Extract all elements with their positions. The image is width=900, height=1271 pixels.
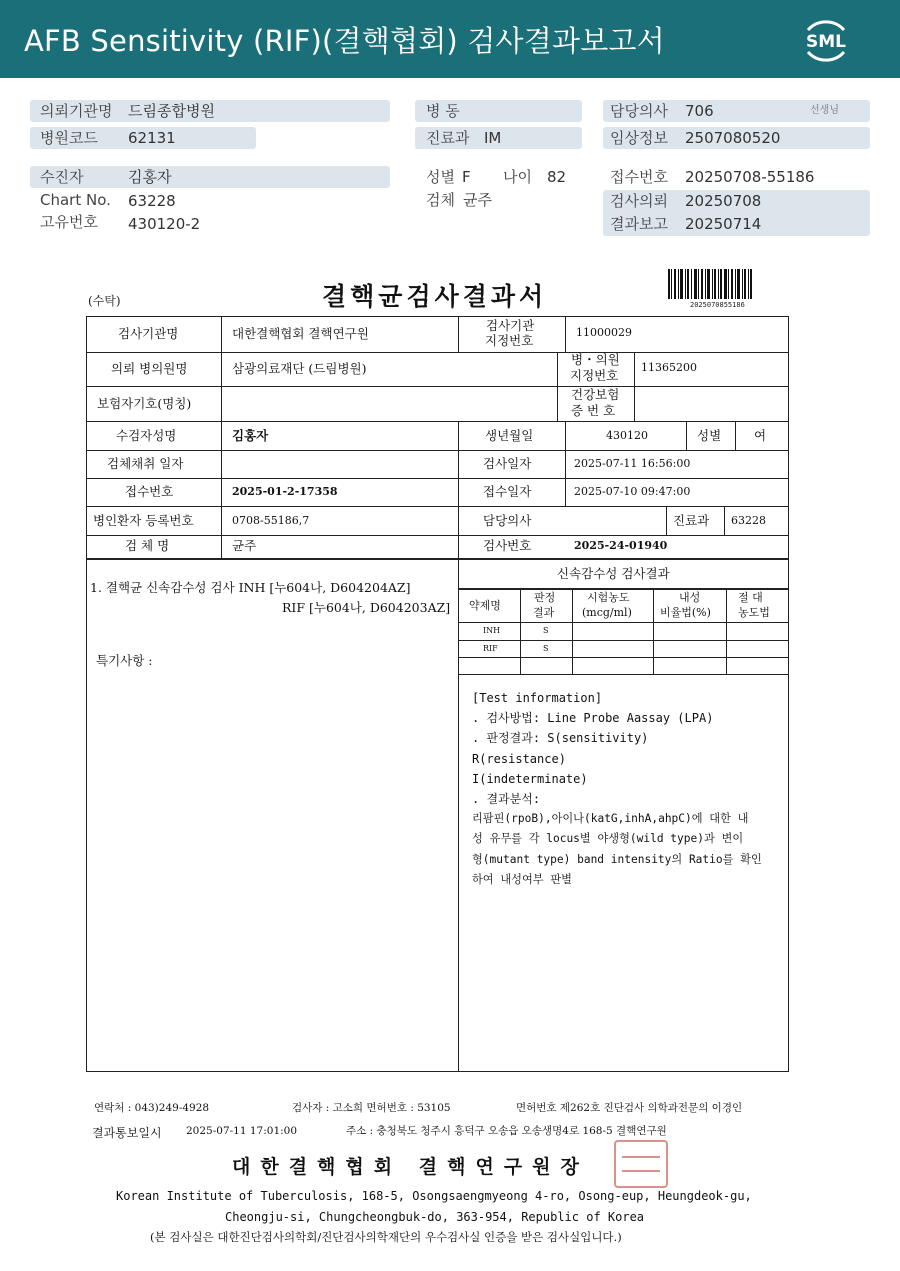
- table-rule: [666, 506, 667, 535]
- col-abs-2: 농도법: [738, 606, 770, 619]
- sex-label: 성별: [426, 168, 455, 186]
- receipt-no-label: 접수번호: [125, 484, 174, 499]
- report-dept-label: 진료과: [673, 513, 710, 528]
- hosp-code-label: 병・의원: [571, 352, 620, 367]
- table-rule: [86, 421, 789, 422]
- table-rule: [572, 589, 573, 675]
- insurance-label: 건강보험: [571, 387, 620, 402]
- report-sex-label: 성별: [697, 428, 722, 443]
- hospital-code-value: 62131: [128, 129, 176, 147]
- table-rule: [86, 450, 789, 451]
- table-rule: [565, 316, 566, 352]
- table-rule: [686, 421, 687, 450]
- test-info-line: 리팜핀(rpoB),아이나(katG,inhA,ahpC)에 대한 내: [472, 812, 749, 826]
- table-rule: [557, 352, 558, 421]
- clinical-value: 2507080520: [685, 129, 781, 147]
- req-hospital-value: 삼광의료재단 (드림병원): [232, 361, 367, 376]
- age-value: 82: [547, 168, 567, 186]
- col-drug: 약제명: [469, 599, 501, 612]
- dept-label: 진료과: [426, 129, 470, 147]
- registration-label: 병인환자 등록번호: [93, 513, 194, 528]
- col-judge: 판정: [534, 591, 556, 604]
- notice-label: 결과통보일시: [92, 1126, 162, 1140]
- notice-date: 2025-07-11 17:01:00: [186, 1125, 298, 1137]
- receipt-label: 접수번호: [610, 168, 668, 186]
- barcode-number: 2025070855186: [690, 301, 745, 309]
- drug-row-rif: RIF: [483, 644, 498, 653]
- req-hospital-label: 의뢰 병의원명: [111, 361, 188, 376]
- report-dept-value: 63228: [731, 514, 766, 527]
- unique-label: 고유번호: [40, 213, 98, 231]
- table-rule: [86, 352, 789, 353]
- specimen-value: 균주: [463, 191, 492, 209]
- certification-note: (본 검사실은 대한진단검사의학회/진단검사의학재단의 우수검사실 인증을 받은 검사실입니다.): [150, 1230, 622, 1244]
- doctor-label: 담당의사: [610, 102, 668, 120]
- consign-note: (수탁): [88, 294, 121, 308]
- col-judge-2: 결과: [533, 606, 555, 619]
- report-date-value: 20250714: [685, 215, 762, 233]
- test-info-line: [Test information]: [472, 691, 603, 705]
- col-conc-2: (mcg/ml): [582, 606, 632, 619]
- table-rule: [735, 421, 736, 450]
- table-rule: [86, 535, 789, 536]
- table-rule: [458, 657, 789, 658]
- collect-label: 검체채취 일자: [107, 456, 184, 471]
- test-info-line: R(resistance): [472, 751, 566, 766]
- remarks-label: 특기사항 :: [96, 653, 153, 668]
- insurer-label: 보험자기호(명칭): [97, 396, 192, 411]
- table-rule: [726, 589, 727, 675]
- table-rule: [221, 316, 222, 559]
- test-information: [472, 688, 782, 890]
- registration-value: 0708-55186,7: [232, 514, 310, 527]
- hospital-value: 드림종합병원: [128, 102, 215, 120]
- address-english-2: Cheongju-si, Chungcheongbuk-do, 363-954, Republic of Korea: [225, 1210, 645, 1224]
- request-value: 20250708: [685, 192, 762, 210]
- test-item-1: 1. 결핵균 신속감수성 검사 INH [누604나, D604204AZ]: [90, 580, 411, 595]
- patient-value: 김홍자: [128, 168, 172, 186]
- chart-value: 63228: [128, 192, 176, 210]
- lab-code-label: 검사기관: [486, 318, 535, 333]
- institute-address: 주소 : 충청북도 청주시 흥덕구 오송읍 오송생명4로 168-5 결핵연구원: [346, 1125, 667, 1137]
- barcode-icon: [668, 269, 752, 299]
- test-item-2: RIF [누604나, D604203AZ]: [282, 600, 451, 615]
- table-rule: [724, 506, 725, 535]
- dob-value: 430120: [606, 429, 648, 442]
- result-header: 신속감수성 검사결과: [557, 566, 670, 581]
- hospital-code-label: 병원코드: [40, 129, 98, 147]
- test-info-line: 하여 내성여부 판별: [472, 872, 572, 886]
- table-rule: [458, 421, 459, 559]
- receipt-date-value: 2025-07-10 09:47:00: [574, 485, 691, 498]
- report-title: AFB Sensitivity (RIF)(결핵협회) 검사결과보고서: [24, 24, 665, 58]
- table-rule: [565, 421, 566, 506]
- test-info-line: . 판정결과: S(sensitivity): [472, 731, 649, 746]
- sml-logo-icon: [798, 14, 854, 66]
- table-rule: [634, 352, 635, 421]
- name-value: 김홍자: [232, 428, 269, 443]
- col-conc: 시험농도: [587, 591, 630, 604]
- hosp-code-label-2: 지정번호: [570, 368, 619, 383]
- table-rule: [458, 640, 789, 641]
- col-resist-2: 비율법(%): [660, 606, 711, 619]
- table-rule: [520, 589, 521, 675]
- name-label: 수검자성명: [116, 428, 177, 443]
- dept-value: IM: [484, 129, 502, 147]
- receipt-value: 20250708-55186: [685, 168, 815, 186]
- table-rule: [458, 316, 459, 352]
- table-rule: [653, 589, 654, 675]
- test-date-label: 검사일자: [483, 456, 532, 471]
- test-no-label: 검사번호: [483, 538, 532, 553]
- lab-code-label-2: 지정번호: [485, 333, 534, 348]
- specimen-label: 검체: [426, 191, 455, 209]
- judge-row-rif: S: [543, 644, 549, 653]
- drug-row-inh: INH: [483, 626, 501, 635]
- clinical-label: 임상정보: [610, 129, 668, 147]
- institute-name: 대한결핵협회 결핵연구원장: [232, 1156, 589, 1178]
- doctor-suffix: 선생님: [810, 105, 839, 116]
- specimen-name-value: 균주: [232, 538, 257, 553]
- table-rule: [86, 478, 789, 479]
- sex-value: F: [462, 168, 471, 186]
- test-no-value: 2025-24-01940: [574, 539, 668, 552]
- report-sex-value: 여: [754, 428, 767, 443]
- contact-phone: 연락처 : 043)249-4928: [94, 1102, 210, 1114]
- age-label: 나이: [503, 168, 532, 186]
- insurance-label-2: 증 번 호: [571, 403, 616, 418]
- report-doctor-label: 담당의사: [483, 513, 532, 528]
- test-info-line: . 검사방법: Line Probe Aassay (LPA): [472, 711, 714, 726]
- lab-code-value: 11000029: [576, 326, 632, 339]
- table-rule: [86, 506, 789, 507]
- info-bar-patient: [30, 166, 390, 188]
- report-header-bar: [0, 0, 900, 78]
- ward-label: 병 동: [426, 102, 460, 120]
- address-english-1: Korean Institute of Tuberculosis, 168-5, Osongsaengmyeong 4-ro, Osong-eup, Heungdeok-gu,: [116, 1189, 752, 1203]
- chart-label: Chart No.: [40, 191, 111, 209]
- hospital-label: 의뢰기관명: [40, 102, 113, 120]
- receipt-no-value: 2025-01-2-17358: [232, 485, 338, 498]
- receipt-date-label: 접수일자: [483, 484, 532, 499]
- test-info-line: . 결과분석:: [472, 792, 541, 807]
- test-date-value: 2025-07-11 16:56:00: [574, 457, 691, 470]
- test-info-line: I(indeterminate): [472, 771, 588, 786]
- request-label: 검사의뢰: [610, 192, 668, 210]
- unique-value: 430120-2: [128, 215, 201, 233]
- table-rule: [458, 622, 789, 623]
- table-rule: [86, 386, 789, 387]
- director: 면허번호 제262호 진단검사 의학과전문의 이경인: [516, 1102, 743, 1114]
- report-date-label: 결과보고: [610, 215, 668, 233]
- official-seal-icon: [614, 1140, 668, 1188]
- specimen-name-label: 검 체 명: [125, 538, 170, 553]
- col-abs: 절 대: [738, 591, 763, 604]
- lab-name-value: 대한결핵협회 결핵연구원: [232, 326, 369, 341]
- test-info-line: 성 유무를 각 locus별 야생형(wild type)과 변이: [472, 832, 744, 846]
- test-info-line: 형(mutant type) band intensity의 Ratio를 확인: [472, 852, 762, 866]
- lab-name-label: 검사기관명: [118, 326, 179, 341]
- col-resist: 내성: [679, 591, 701, 604]
- scanned-report: [0, 255, 900, 1271]
- doctor-value: 706: [685, 102, 714, 120]
- judge-row-inh: S: [543, 626, 549, 635]
- sml-logo: [798, 14, 854, 66]
- examiner: 검사자 : 고소희 면허번호 : 53105: [292, 1102, 451, 1114]
- dob-label: 생년월일: [485, 428, 534, 443]
- hosp-code-value: 11365200: [641, 361, 697, 374]
- sml-logo-text: SML: [806, 32, 846, 52]
- report-doc-title: 결핵균검사결과서: [322, 282, 548, 311]
- patient-label: 수진자: [40, 168, 84, 186]
